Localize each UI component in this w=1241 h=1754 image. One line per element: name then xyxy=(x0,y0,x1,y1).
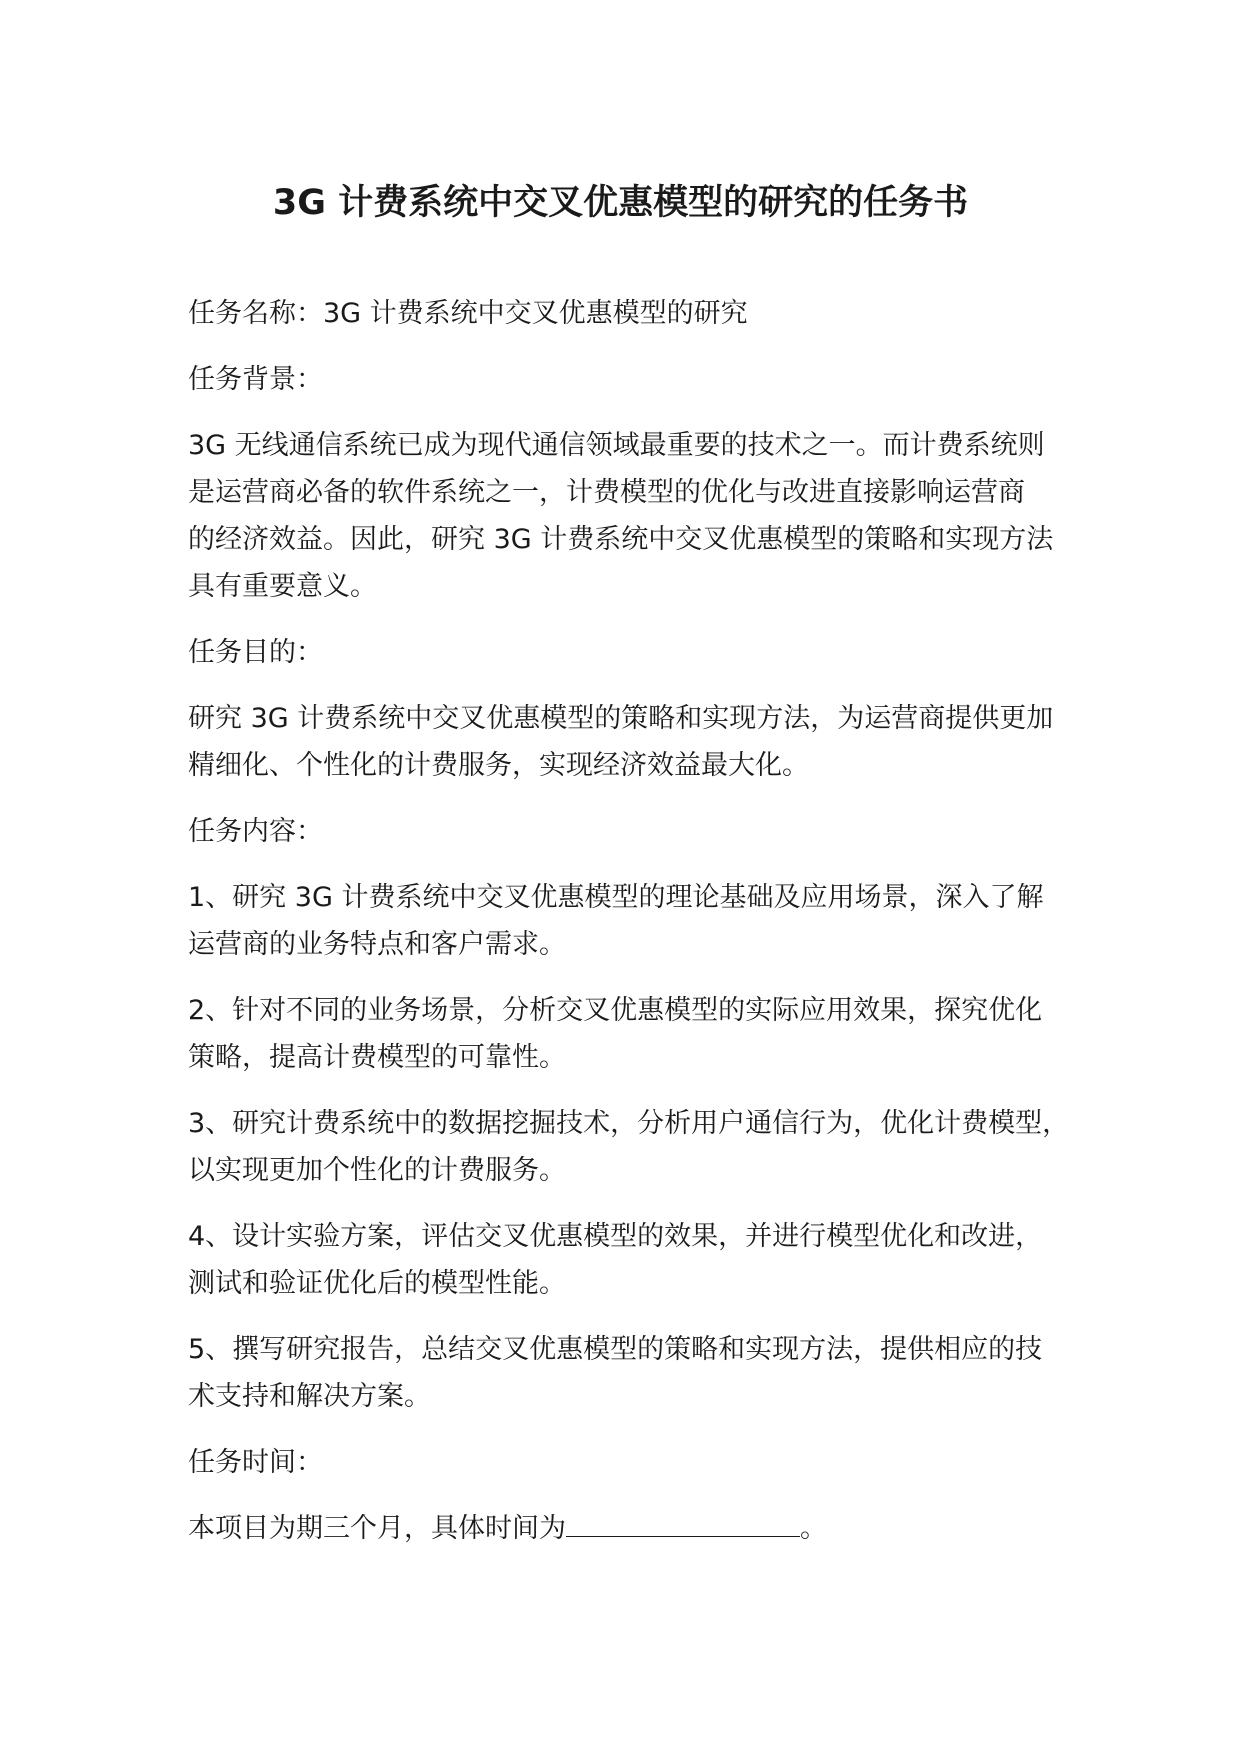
document-body xyxy=(188,290,1088,1571)
content-item xyxy=(188,1100,1088,1194)
content-item-line: 5、撰写研究报告，总结交叉优惠模型的策略和实现方法，提供相应的技 xyxy=(188,1334,1043,1365)
content-heading: 任务内容： xyxy=(188,816,323,847)
time-line-prefix: 本项目为期三个月，具体时间为 xyxy=(188,1513,566,1544)
background-line: 的经济效益。因此，研究 3G 计费系统中交叉优惠模型的策略和实现方法 xyxy=(188,524,1054,555)
time-heading: 任务时间： xyxy=(188,1447,323,1478)
content-item-line: 4、设计实验方案，评估交叉优惠模型的效果，并进行模型优化和改进， xyxy=(188,1221,1043,1252)
content-item-line: 术支持和解决方案。 xyxy=(188,1381,431,1412)
content-item-line: 3、研究计费系统中的数据挖掘技术，分析用户通信行为，优化计费模型， xyxy=(188,1108,1070,1139)
content-item xyxy=(188,1326,1088,1420)
purpose-line: 精细化、个性化的计费服务，实现经济效益最大化。 xyxy=(188,750,809,781)
document-title: 3G 计费系统中交叉优惠模型的研究的任务书 xyxy=(272,183,969,223)
content-item-line: 以实现更加个性化的计费服务。 xyxy=(188,1155,566,1186)
content-item xyxy=(188,874,1088,968)
background-heading: 任务背景： xyxy=(188,364,323,395)
purpose-line: 研究 3G 计费系统中交叉优惠模型的策略和实现方法，为运营商提供更加 xyxy=(188,703,1054,734)
purpose-paragraph xyxy=(188,695,1088,789)
content-item xyxy=(188,1213,1088,1307)
background-paragraph xyxy=(188,422,1088,610)
background-line: 是运营商必备的软件系统之一，计费模型的优化与改进直接影响运营商 xyxy=(188,477,1025,508)
time-line xyxy=(188,1505,1088,1552)
content-item-line: 测试和验证优化后的模型性能。 xyxy=(188,1268,566,1299)
content-item-line: 策略，提高计费模型的可靠性。 xyxy=(188,1042,566,1073)
task-name-line: 任务名称：3G 计费系统中交叉优惠模型的研究 xyxy=(188,298,748,329)
background-line: 3G 无线通信系统已成为现代通信领域最重要的技术之一。而计费系统则 xyxy=(188,430,1045,461)
content-item-line: 1、研究 3G 计费系统中交叉优惠模型的理论基础及应用场景，深入了解 xyxy=(188,882,1044,913)
content-item xyxy=(188,987,1088,1081)
fill-in-blank xyxy=(566,1506,800,1537)
time-line-suffix: 。 xyxy=(800,1513,827,1544)
purpose-heading: 任务目的： xyxy=(188,637,323,668)
background-line: 具有重要意义。 xyxy=(188,571,377,602)
content-item-line: 2、针对不同的业务场景，分析交叉优惠模型的实际应用效果，探究优化 xyxy=(188,995,1043,1026)
content-item-line: 运营商的业务特点和客户需求。 xyxy=(188,929,566,960)
